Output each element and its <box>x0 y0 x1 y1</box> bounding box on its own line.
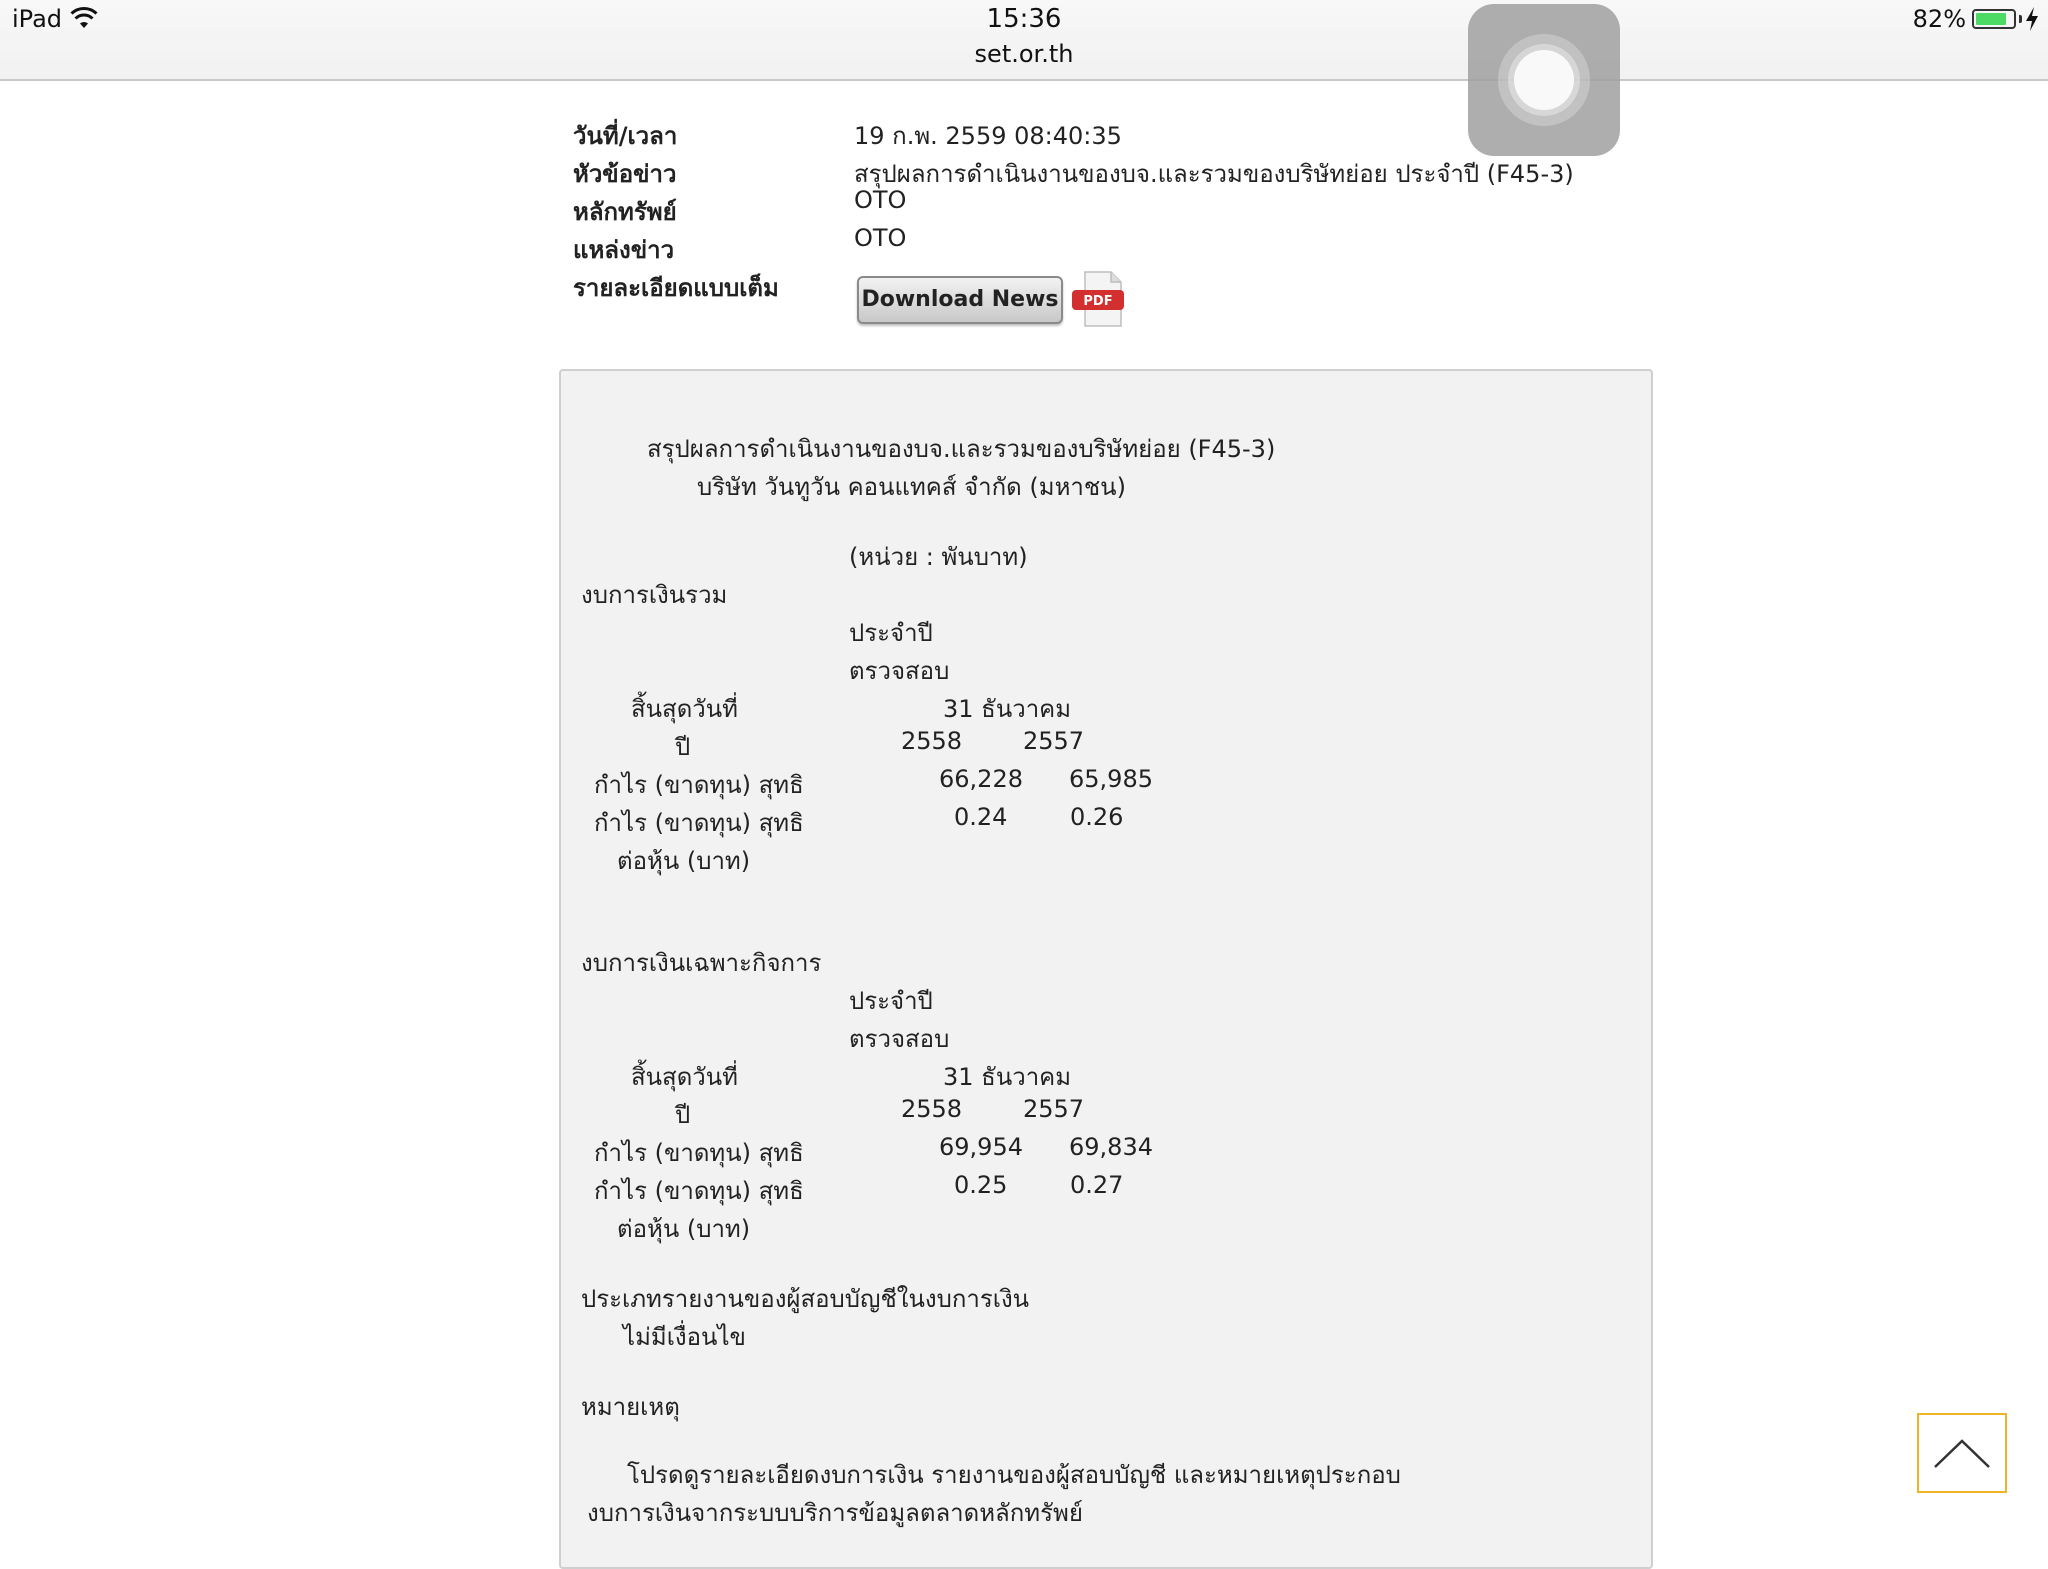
consolidated-audit: ตรวจสอบ <box>849 657 950 685</box>
separate-net-profit-label: กำไร (ขาดทุน) สุทธิ <box>594 1139 804 1167</box>
separate-eps-2: 0.27 <box>1070 1171 1124 1199</box>
consolidated-net-profit-2: 65,985 <box>1069 765 1153 793</box>
download-news-button[interactable]: Download News <box>857 276 1063 324</box>
clock: 15:36 <box>986 4 1062 34</box>
separate-period-end-label: สิ้นสุดวันที่ <box>631 1063 738 1091</box>
consolidated-year-label: ปี <box>675 733 691 761</box>
separate-audit: ตรวจสอบ <box>849 1025 950 1053</box>
separate-net-profit-2: 69,834 <box>1069 1133 1153 1161</box>
consolidated-period-end-value: 31 ธันวาคม <box>943 695 1072 723</box>
notes-line-2: งบการเงินจากระบบบริการข้อมูลตลาดหลักทรัพย์ <box>587 1499 1083 1527</box>
separate-heading: งบการเงินเฉพาะกิจการ <box>581 949 822 977</box>
auditor-report-heading: ประเภทรายงานของผู้สอบบัญชีในงบการเงิน <box>581 1285 1030 1313</box>
battery-icon <box>1972 9 2016 29</box>
status-bar <box>0 0 2048 81</box>
datetime-value: 19 ก.พ. 2559 08:40:35 <box>854 122 1122 150</box>
consolidated-net-profit-label: กำไร (ขาดทุน) สุทธิ <box>594 771 804 799</box>
battery-tip <box>2019 15 2022 23</box>
subject-label: หัวข้อข่าว <box>573 160 677 188</box>
scroll-to-top-button[interactable] <box>1917 1413 2007 1493</box>
consolidated-eps-1: 0.24 <box>954 803 1008 831</box>
battery-level-fill <box>1976 13 2006 25</box>
separate-period-end-value: 31 ธันวาคม <box>943 1063 1072 1091</box>
address-bar-url[interactable]: set.or.th <box>974 40 1074 68</box>
separate-net-profit-1: 69,954 <box>939 1133 1023 1161</box>
separate-year-2: 2557 <box>1023 1095 1085 1123</box>
separate-year-label: ปี <box>675 1101 691 1129</box>
separate-period: ประจำปี <box>849 987 933 1015</box>
battery-percentage: 82% <box>1912 5 1966 33</box>
consolidated-heading: งบการเงินรวม <box>581 581 728 609</box>
source-value: OTO <box>854 224 907 252</box>
device-name: iPad <box>12 5 63 33</box>
subject-value: สรุปผลการดำเนินงานของบจ.และรวมของบริษัทย่อย ประจำปี (F45-3) <box>854 160 1574 188</box>
consolidated-eps-2: 0.26 <box>1070 803 1124 831</box>
chevron-up-icon <box>1919 1415 2005 1491</box>
consolidated-year-2: 2557 <box>1023 727 1085 755</box>
pdf-label: PDF <box>1083 294 1113 309</box>
separate-year-1: 2558 <box>901 1095 963 1123</box>
consolidated-year-1: 2558 <box>901 727 963 755</box>
content-title: สรุปผลการดำเนินงานของบจ.และรวมของบริษัทย่อย (F45-3) <box>647 435 1276 463</box>
notes-heading: หมายเหตุ <box>581 1393 680 1421</box>
company-name: บริษัท วันทูวัน คอนแทคส์ จำกัด (มหาชน) <box>697 473 1126 501</box>
separate-eps-label: กำไร (ขาดทุน) สุทธิ <box>594 1177 804 1205</box>
security-value: OTO <box>854 186 907 214</box>
assistive-touch-ring-inner <box>1514 50 1574 110</box>
details-label: รายละเอียดแบบเต็ม <box>573 274 779 302</box>
consolidated-period: ประจำปี <box>849 619 933 647</box>
notes-line-1: โปรดดูรายละเอียดงบการเงิน รายงานของผู้สอบบัญชี และหมายเหตุประกอบ <box>627 1461 1401 1489</box>
pdf-file-icon[interactable] <box>1071 270 1127 328</box>
auditor-report-value: ไม่มีเงื่อนไข <box>623 1323 746 1351</box>
unit-label: (หน่วย : พันบาท) <box>849 543 1028 571</box>
separate-eps-1: 0.25 <box>954 1171 1008 1199</box>
assistive-touch-icon[interactable] <box>1468 4 1620 156</box>
consolidated-net-profit-1: 66,228 <box>939 765 1023 793</box>
separate-eps-label-2: ต่อหุ้น (บาท) <box>617 1215 751 1243</box>
consolidated-eps-label: กำไร (ขาดทุน) สุทธิ <box>594 809 804 837</box>
news-content-box <box>559 369 1653 1569</box>
consolidated-eps-label-2: ต่อหุ้น (บาท) <box>617 847 751 875</box>
charging-bolt-icon <box>2024 6 2040 32</box>
source-label: แหล่งข่าว <box>573 236 675 264</box>
datetime-label: วันที่/เวลา <box>573 122 678 150</box>
security-label: หลักทรัพย์ <box>573 198 677 226</box>
consolidated-period-end-label: สิ้นสุดวันที่ <box>631 695 738 723</box>
